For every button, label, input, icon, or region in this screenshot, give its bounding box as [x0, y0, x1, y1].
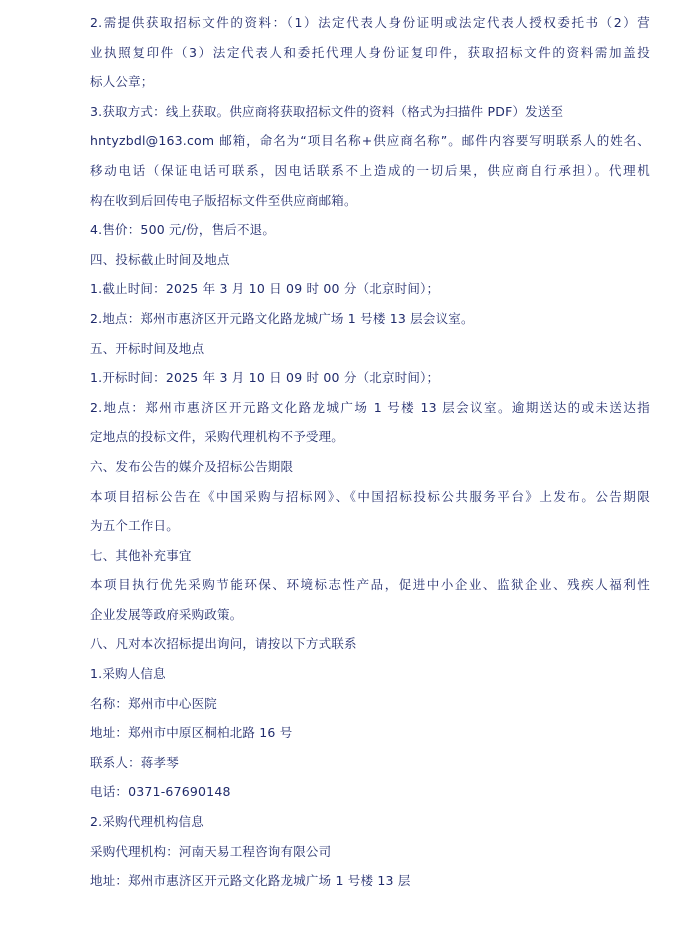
text-line: 联系人：蒋孝琴 — [90, 754, 179, 770]
section-heading: 六、发布公告的媒介及招标公告期限 — [90, 458, 294, 474]
text-line: 2.地点：郑州市惠济区开元路文化路龙城广场 1 号楼 13 层会议室。 — [90, 310, 474, 326]
section-heading: 七、其他补充事宜 — [90, 547, 192, 563]
text-line: 电话：0371-67690148 — [90, 784, 231, 800]
text-line: 企业发展等政府采购政策。 — [90, 606, 243, 622]
text-line: 1.开标时间：2025 年 3 月 10 日 09 时 00 分（北京时间）； — [90, 370, 440, 386]
text-line: 4.售价：500 元/份，售后不退。 — [90, 222, 276, 238]
text-line: 本项目招标公告在《中国采购与招标网》、《中国招标投标公共服务平台》上发布。公告期限 — [90, 488, 650, 504]
section-heading: 八、凡对本次招标提出询问，请按以下方式联系 — [90, 636, 357, 652]
document-body — [90, 8, 650, 896]
text-line: 2.采购代理机构信息 — [90, 814, 204, 830]
text-line: 标人公章； — [90, 74, 154, 90]
text-line: 2.地点：郑州市惠济区开元路文化路龙城广场 1 号楼 13 层会议室。逾期送达的或未送达指 — [90, 399, 650, 415]
text-line: 地址：郑州市惠济区开元路文化路龙城广场 1 号楼 13 层 — [90, 873, 411, 889]
text-line: 移动电话（保证电话可联系，因电话联系不上造成的一切后果，供应商自行承担）。代理机 — [90, 162, 650, 178]
text-line: 3.获取方式：线上获取。供应商将获取招标文件的资料（格式为扫描件 PDF）发送至 — [90, 103, 564, 119]
section-heading: 四、投标截止时间及地点 — [90, 251, 230, 267]
text-line: 地址：郑州市中原区桐柏北路 16 号 — [90, 725, 293, 741]
text-line: 业执照复印件（3）法定代表人和委托代理人身份证复印件，获取招标文件的资料需加盖投 — [90, 44, 650, 60]
section-heading: 五、开标时间及地点 — [90, 340, 205, 356]
text-line: 1.采购人信息 — [90, 666, 166, 682]
text-line: hntyzbdl@163.com 邮箱，命名为“项目名称+供应商名称”。邮件内容要写明联系人的姓名、 — [90, 133, 650, 149]
text-line: 1.截止时间：2025 年 3 月 10 日 09 时 00 分（北京时间）； — [90, 281, 440, 297]
text-line: 本项目执行优先采购节能环保、环境标志性产品，促进中小企业、监狱企业、残疾人福利性 — [90, 577, 650, 593]
text-line: 定地点的投标文件，采购代理机构不予受理。 — [90, 429, 345, 445]
text-line: 为五个工作日。 — [90, 518, 179, 534]
text-line: 名称：郑州市中心医院 — [90, 695, 218, 711]
text-line: 采购代理机构：河南天易工程咨询有限公司 — [90, 843, 332, 859]
text-line: 2.需提供获取招标文件的资料：（1）法定代表人身份证明或法定代表人授权委托书（2）营 — [90, 15, 650, 30]
text-line: 构在收到后回传电子版招标文件至供应商邮箱。 — [90, 192, 357, 208]
